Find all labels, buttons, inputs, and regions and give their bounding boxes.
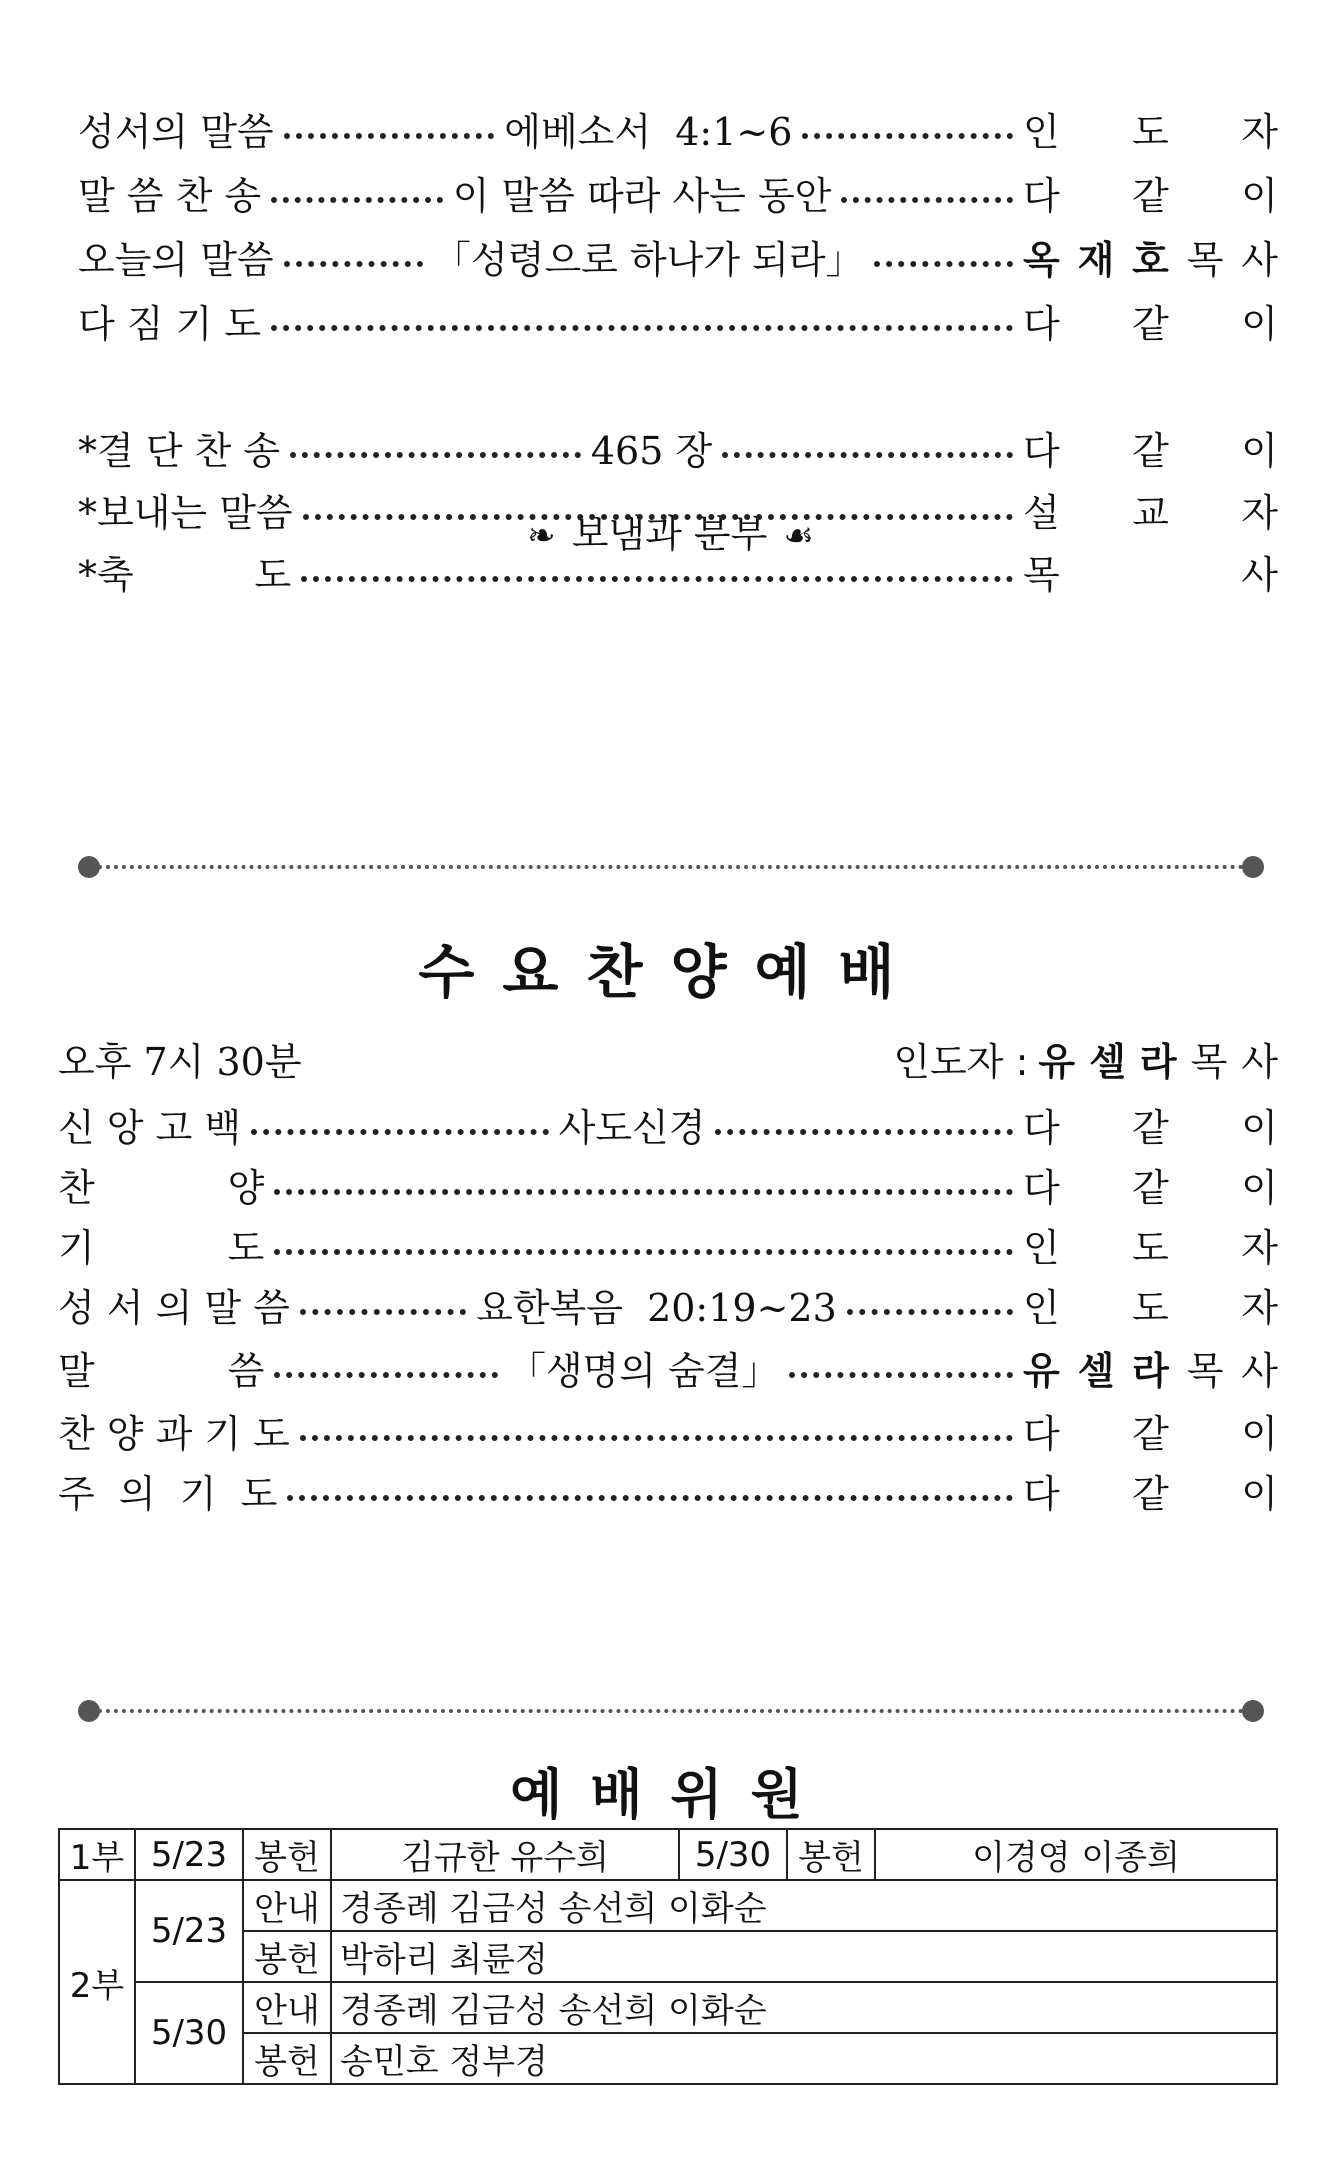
date-cell: 5/23 [135, 1880, 243, 1982]
dot-leader [789, 1372, 1013, 1378]
leader-char: 목 [1186, 1348, 1224, 1393]
order-row [58, 1214, 1278, 1274]
leader-char: 이 [1241, 173, 1278, 218]
names-cell: 경종례 김금성 송선희 이화순 [331, 1880, 1277, 1931]
dot-leader [303, 514, 1013, 520]
order-row [58, 1400, 1278, 1460]
leader-char: 다 [1023, 1471, 1060, 1516]
dot-leader [722, 452, 1013, 458]
leader-char: 같 [1132, 1411, 1169, 1456]
leader-char: 셀 [1077, 1348, 1115, 1393]
part-cell: 2부 [59, 1880, 135, 2084]
leader-char: 다 [1023, 173, 1060, 218]
leader-char: 도 [1132, 109, 1169, 154]
leader-char: 라 [1132, 1348, 1169, 1393]
order-leader [1023, 544, 1278, 599]
dot-leader [274, 1189, 1013, 1195]
leader-char: 자 [1241, 1225, 1278, 1270]
order-content: 에베소서 4:1~6 [504, 109, 793, 154]
names-cell: 이경영 이종희 [875, 1829, 1277, 1880]
leader-name [1038, 1031, 1278, 1086]
order-label: 성서의 말씀 [78, 109, 274, 154]
order-row [78, 162, 1278, 222]
separator [78, 856, 1264, 878]
leader-char: 다 [1023, 1411, 1060, 1456]
leader-prefix: 인도자 : [893, 1039, 1029, 1084]
table-row [59, 1982, 1277, 2033]
order-content: 사도신경 [558, 1105, 706, 1150]
dot-leader [284, 261, 423, 267]
dot-leader [287, 1495, 1013, 1501]
leader-char: 사 [1241, 552, 1278, 597]
order-label: 성 서 의 말 씀 [58, 1285, 290, 1330]
leader-char: 같 [1132, 173, 1169, 218]
order-row [58, 1460, 1278, 1520]
leader-char: 옥 [1023, 237, 1060, 282]
leader-char: 다 [1023, 1105, 1060, 1150]
order-row [58, 1094, 1278, 1154]
section-heading-text: 보냄과 분부 [571, 512, 768, 556]
role-cell: 안내 [243, 1880, 331, 1931]
order-label: 찬 양 [58, 1165, 265, 1210]
order-leader [1023, 1217, 1278, 1272]
order-leader [1023, 420, 1278, 475]
dot-leader [284, 133, 495, 139]
order-label: 찬 양 과 기 도 [58, 1411, 290, 1456]
order-label: 오늘의 말씀 [78, 237, 274, 282]
leader-char: 재 [1077, 237, 1115, 282]
order-row [78, 290, 1278, 350]
names-cell: 경종례 김금성 송선희 이화순 [331, 1982, 1277, 2033]
leader-char: 호 [1132, 237, 1169, 282]
leader-char: 이 [1241, 1471, 1278, 1516]
order-row [58, 1154, 1278, 1214]
order-label: 말 씀 [58, 1348, 265, 1393]
role-cell: 안내 [243, 1982, 331, 2033]
leader-char: 목 [1190, 1039, 1228, 1084]
order-leader [1023, 1097, 1278, 1152]
leader-char: 라 [1139, 1039, 1177, 1084]
roster-table [58, 1828, 1278, 2085]
leader-char: 같 [1132, 1105, 1169, 1150]
leader-char: 이 [1241, 1165, 1278, 1210]
order-row [58, 1337, 1278, 1397]
leader-char: 목 [1023, 552, 1060, 597]
order-row [78, 479, 1278, 539]
date-cell: 5/30 [679, 1829, 787, 1880]
leader-char: 다 [1023, 428, 1060, 473]
dot-leader [301, 576, 1013, 582]
dot-leader [274, 1249, 1013, 1255]
dot-leader [271, 325, 1013, 331]
order-label: *축 도 [78, 552, 292, 597]
date-cell: 5/30 [135, 1982, 243, 2084]
leader-char: 유 [1023, 1348, 1060, 1393]
leader-char: 이 [1241, 1105, 1279, 1150]
order-label: 주 의 기 도 [58, 1471, 278, 1516]
order-leader [1023, 1463, 1278, 1518]
flourish-right-icon: ☙ [783, 516, 814, 556]
dot-leader [874, 261, 1013, 267]
order-label: 말 씀 찬 송 [78, 173, 262, 218]
order-label: *보내는 말씀 [78, 490, 293, 535]
leader-char: 사 [1241, 1039, 1278, 1084]
leader-char: 인 [1023, 1225, 1060, 1270]
order-label: 다 짐 기 도 [78, 301, 262, 346]
table-row [59, 1880, 1277, 1931]
dot-leader [274, 1372, 498, 1378]
dot-leader [271, 197, 443, 203]
order-row [58, 1274, 1278, 1334]
order-content: 「생명의 숨결」 [507, 1348, 780, 1393]
order-row [78, 226, 1278, 286]
order-label: *결 단 찬 송 [78, 428, 281, 473]
leader-char: 같 [1132, 1165, 1169, 1210]
leader-char: 이 [1241, 428, 1278, 473]
order-label: 신 앙 고 백 [58, 1105, 242, 1150]
date-cell: 5/23 [135, 1829, 243, 1880]
order-leader [1023, 229, 1278, 284]
leader-info [893, 1031, 1278, 1086]
leader-char: 자 [1241, 1285, 1278, 1330]
order-row [78, 417, 1278, 477]
leader-char: 이 [1241, 1411, 1278, 1456]
leader-char: 사 [1241, 237, 1278, 282]
leader-char: 사 [1241, 1348, 1278, 1393]
dot-leader [802, 133, 1013, 139]
order-leader [1023, 293, 1278, 348]
role-cell: 봉헌 [243, 2033, 331, 2084]
service-time: 오후 7시 30분 [58, 1039, 302, 1084]
leader-char: 같 [1132, 301, 1169, 346]
order-leader [1023, 482, 1278, 537]
order-content: 요한복음 20:19~23 [476, 1285, 837, 1330]
role-cell: 봉헌 [243, 1931, 331, 1982]
order-content: 465 장 [590, 428, 713, 473]
order-leader [1023, 101, 1278, 156]
order-leader [1023, 1157, 1278, 1212]
table-row [59, 1829, 1277, 1880]
leader-char: 목 [1186, 237, 1224, 282]
order-row [78, 98, 1278, 158]
role-cell: 봉헌 [787, 1829, 875, 1880]
leader-char: 이 [1241, 301, 1278, 346]
leader-char: 같 [1132, 1471, 1169, 1516]
leader-char: 도 [1132, 1225, 1169, 1270]
flourish-left-icon: ❧ [527, 516, 556, 556]
leader-char: 같 [1132, 428, 1169, 473]
names-cell: 송민호 정부경 [331, 2033, 1277, 2084]
leader-char: 다 [1023, 301, 1060, 346]
leader-char: 교 [1132, 490, 1169, 535]
leader-char: 인 [1023, 109, 1060, 154]
leader-char: 셀 [1089, 1039, 1126, 1084]
order-row [78, 541, 1278, 601]
dot-leader [290, 452, 581, 458]
leader-char: 유 [1038, 1039, 1076, 1084]
leader-char: 다 [1023, 1165, 1060, 1210]
names-cell: 박하리 최륜정 [331, 1931, 1277, 1982]
dot-leader [847, 1309, 1013, 1315]
leader-char: 자 [1241, 490, 1278, 535]
order-content: 「성령으로 하나가 되라」 [433, 237, 864, 282]
leader-char: 설 [1023, 490, 1060, 535]
roster-title: 예배위원 [510, 1763, 831, 1826]
dot-leader [715, 1129, 1013, 1135]
dot-leader [251, 1129, 549, 1135]
leader-char: 인 [1023, 1285, 1060, 1330]
names-cell: 김규한 유수희 [331, 1829, 679, 1880]
part-cell: 1부 [59, 1829, 135, 1880]
wednesday-header [58, 1028, 1278, 1088]
dot-leader [841, 197, 1013, 203]
order-label: 기 도 [58, 1225, 265, 1270]
separator [78, 1700, 1264, 1722]
order-leader [1023, 1403, 1278, 1458]
order-leader [1023, 165, 1278, 220]
order-leader [1023, 1277, 1278, 1332]
dot-leader [300, 1435, 1013, 1441]
leader-char: 자 [1241, 109, 1279, 154]
role-cell: 봉헌 [243, 1829, 331, 1880]
leader-char: 도 [1132, 1285, 1169, 1330]
wednesday-title: 수요찬양예배 [418, 938, 923, 1006]
dot-leader [300, 1309, 466, 1315]
order-leader [1023, 1340, 1278, 1395]
order-content: 이 말씀 따라 사는 동안 [452, 173, 832, 218]
